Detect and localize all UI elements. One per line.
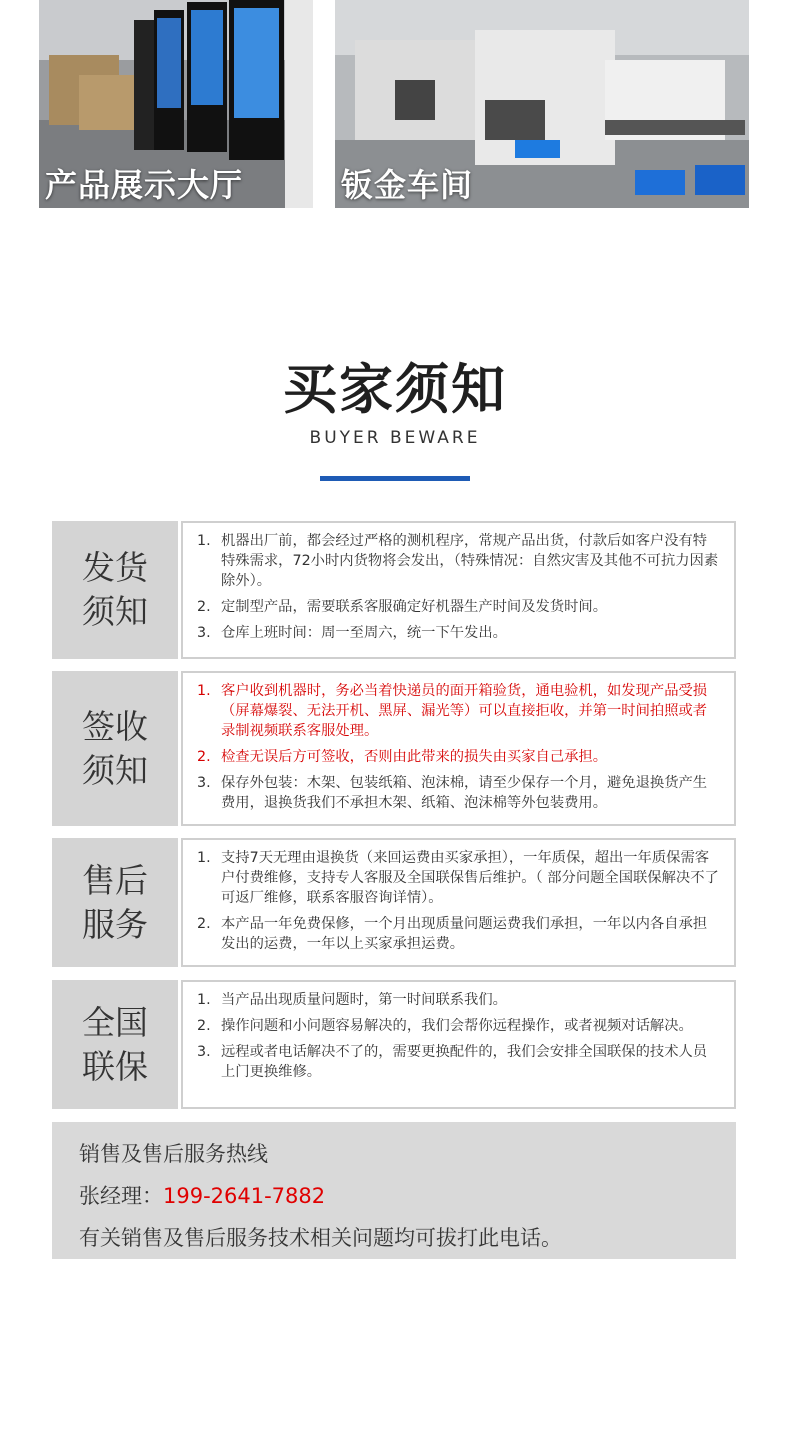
item-text: 机器出厂前，都会经过严格的测机程序，常规产品出货，付款后如客户没有特特殊需求，72小时内货物将会发出，（特殊情况：自然灾害及其他不可抗力因素除外）。 bbox=[221, 533, 719, 589]
list-item bbox=[195, 681, 720, 741]
hotline-title: 销售及售后服务热线 bbox=[79, 1142, 268, 1166]
list-item bbox=[195, 990, 720, 1010]
item-number: 1. bbox=[197, 533, 211, 549]
page-subtitle: BUYER BEWARE bbox=[309, 428, 481, 448]
item-text: 保存外包装：木架、包装纸箱、泡沫棉，请至少保存一个月，避免退换货产生费用，退换货我们不承担木架、纸箱、泡沫棉等外包装费用。 bbox=[221, 775, 708, 811]
item-text: 检查无误后方可签收，否则由此带来的损失由买家自己承担。 bbox=[221, 749, 608, 765]
shipping-notice-block bbox=[52, 521, 736, 659]
nationwide-warranty-block bbox=[52, 980, 736, 1109]
item-number: 2. bbox=[197, 599, 211, 615]
item-number: 1. bbox=[197, 850, 211, 866]
list-item bbox=[195, 914, 720, 954]
photo-caption: 产品展示大厅 bbox=[45, 166, 244, 204]
list-item bbox=[195, 848, 720, 908]
block-label bbox=[52, 980, 178, 1109]
block-label bbox=[52, 838, 178, 967]
label-line: 联保 bbox=[82, 1046, 148, 1086]
item-text: 仓库上班时间：周一至周六，统一下午发出。 bbox=[221, 625, 507, 641]
sheet-metal-workshop-photo bbox=[335, 0, 749, 208]
title-underline bbox=[320, 476, 470, 481]
label-line: 服务 bbox=[82, 904, 148, 944]
item-text: 定制型产品，需要联系客服确定好机器生产时间及发货时间。 bbox=[221, 599, 608, 615]
label-line: 须知 bbox=[82, 750, 148, 790]
section-heading bbox=[0, 355, 790, 481]
label-line: 全国 bbox=[82, 1002, 148, 1042]
page-title: 买家须知 bbox=[283, 358, 507, 421]
product-showroom-photo bbox=[39, 0, 313, 208]
item-number: 1. bbox=[197, 992, 211, 1008]
item-text: 客户收到机器时，务必当着快递员的面开箱验货，通电验机，如发现产品受损（屏幕爆裂、无法开机、黑屏、漏光等）可以直接拒收，并第一时间拍照或者录制视频联系客服处理。 bbox=[221, 683, 708, 739]
receipt-notice-block bbox=[52, 671, 736, 826]
hotline-contact bbox=[79, 1180, 325, 1210]
item-text: 远程或者电话解决不了的，需要更换配件的，我们会安排全国联保的技术人员上门更换维修。 bbox=[221, 1044, 708, 1080]
item-number: 2. bbox=[197, 916, 211, 932]
photo-caption: 钣金车间 bbox=[341, 166, 474, 204]
list-item bbox=[195, 597, 720, 617]
block-label bbox=[52, 671, 178, 826]
item-text: 支持7天无理由退换货（来回运费由买家承担），一年质保，超出一年质保需客户付费维修，支持专人客服及全国联保售后维护。（ 部分问题全国联保解决不了可返厂维修，联系客服咨询详情）。 bbox=[221, 850, 719, 906]
list-item bbox=[195, 773, 720, 813]
hotline-note: 有关销售及售后服务技术相关问题均可拔打此电话。 bbox=[79, 1226, 562, 1250]
label-line: 发货 bbox=[82, 548, 148, 587]
label-line: 售后 bbox=[82, 860, 148, 900]
list-item bbox=[195, 1042, 720, 1082]
contact-label: 张经理： bbox=[79, 1184, 163, 1208]
photo-strip bbox=[39, 0, 749, 208]
after-sales-block bbox=[52, 838, 736, 967]
item-text: 操作问题和小问题容易解决的，我们会帮你远程操作，或者视频对话解决。 bbox=[221, 1018, 693, 1034]
item-number: 2. bbox=[197, 1018, 211, 1034]
item-text: 当产品出现质量问题时，第一时间联系我们。 bbox=[221, 992, 507, 1008]
list-item bbox=[195, 623, 720, 643]
service-hotline-panel bbox=[52, 1122, 736, 1259]
block-content bbox=[181, 980, 736, 1109]
list-item bbox=[195, 747, 720, 767]
item-number: 3. bbox=[197, 1044, 211, 1060]
block-content bbox=[181, 838, 736, 967]
list-item bbox=[195, 531, 720, 591]
item-number: 3. bbox=[197, 625, 211, 641]
item-text: 本产品一年免费保修，一个月出现质量问题运费我们承担，一年以内各自承担发出的运费，一年以上买家承担运费。 bbox=[221, 916, 708, 952]
label-line: 签收 bbox=[82, 706, 148, 746]
phone-number[interactable]: 199-2641-7882 bbox=[163, 1184, 326, 1208]
list-item bbox=[195, 1016, 720, 1036]
item-number: 2. bbox=[197, 749, 211, 765]
item-number: 1. bbox=[197, 683, 211, 699]
block-content bbox=[181, 521, 736, 659]
block-label bbox=[52, 521, 178, 659]
item-number: 3. bbox=[197, 775, 211, 791]
block-content bbox=[181, 671, 736, 826]
label-line: 须知 bbox=[82, 592, 148, 631]
